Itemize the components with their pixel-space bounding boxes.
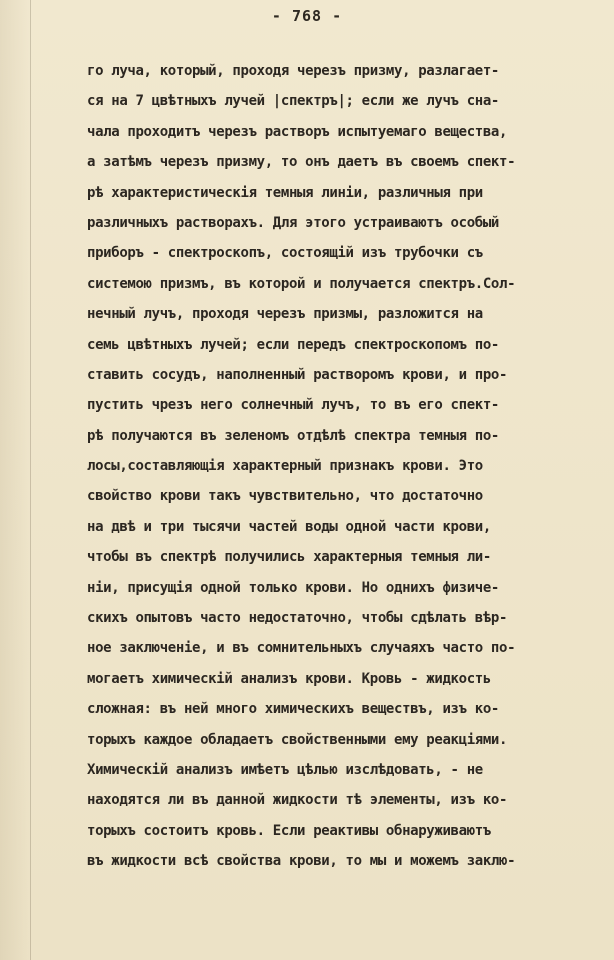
text-line: чтобы въ спектрѣ получились характерныя темныя ли- [87, 549, 491, 566]
text-line: въ жидкости всѣ свойства крови, то мы и можемъ заклю- [87, 853, 516, 870]
text-line: различныхъ растворахъ. Для этого устраиваютъ особый [87, 214, 500, 231]
text-line: а затѣмъ черезъ призму, то онъ даетъ въ своемъ спект- [87, 154, 516, 171]
text-line: пустить чрезъ него солнечный лучъ, то въ его спект- [87, 397, 500, 414]
text-line: приборъ - спектроскопъ, состоящій изъ трубочки съ [87, 245, 483, 262]
binding-edge [30, 0, 31, 960]
text-line: лосы,составляющія характерный признакъ крови. Это [87, 458, 483, 475]
text-line: чала проходитъ черезъ растворъ испытуемаго вещества, [87, 123, 508, 140]
text-line: Химическій анализъ имѣетъ цѣлью изслѣдовать, - не [87, 761, 483, 778]
text-line: могаетъ химическій анализъ крови. Кровь - жидкость [87, 670, 491, 687]
text-line: ніи, присущія одной только крови. Но однихъ физиче- [87, 579, 500, 596]
text-line: рѣ характеристическія темныя линіи, различныя при [87, 184, 483, 201]
text-line: рѣ получаются въ зеленомъ отдѣлѣ спектра темныя по- [87, 427, 500, 444]
page-number: - 768 - [271, 7, 343, 25]
text-line: свойство крови такъ чувствительно, что достаточно [87, 488, 483, 505]
text-line: семь цвѣтныхъ лучей; если передъ спектроскопомъ по- [87, 336, 500, 353]
text-line: на двѣ и три тысячи частей воды одной части крови, [87, 518, 491, 535]
body-text [87, 56, 603, 877]
text-line: ставить сосудъ, наполненный растворомъ крови, и про- [87, 366, 508, 383]
text-line: торыхъ каждое обладаетъ свойственными ему реакціями. [87, 731, 508, 748]
text-line: системою призмъ, въ которой и получается спектръ.Сол- [87, 275, 516, 292]
text-line: ное заключеніе, и въ сомнительныхъ случаяхъ часто по- [87, 640, 516, 657]
text-line: го луча, который, проходя черезъ призму, разлагает- [87, 63, 500, 79]
text-line: торыхъ состоитъ кровь. Если реактивы обнаруживаютъ [87, 822, 491, 839]
text-line: ся на 7 цвѣтныхъ лучей |спектръ|; если же лучъ сна- [87, 93, 500, 110]
text-line: сложная: въ ней много химическихъ веществъ, изъ ко- [87, 701, 500, 718]
text-line: находятся ли въ данной жидкости тѣ элементы, изъ ко- [87, 792, 508, 809]
text-line: скихъ опытовъ часто недостаточно, чтобы сдѣлать вѣр- [87, 610, 508, 627]
text-line: нечный лучъ, проходя черезъ призмы, разложится на [87, 306, 483, 323]
